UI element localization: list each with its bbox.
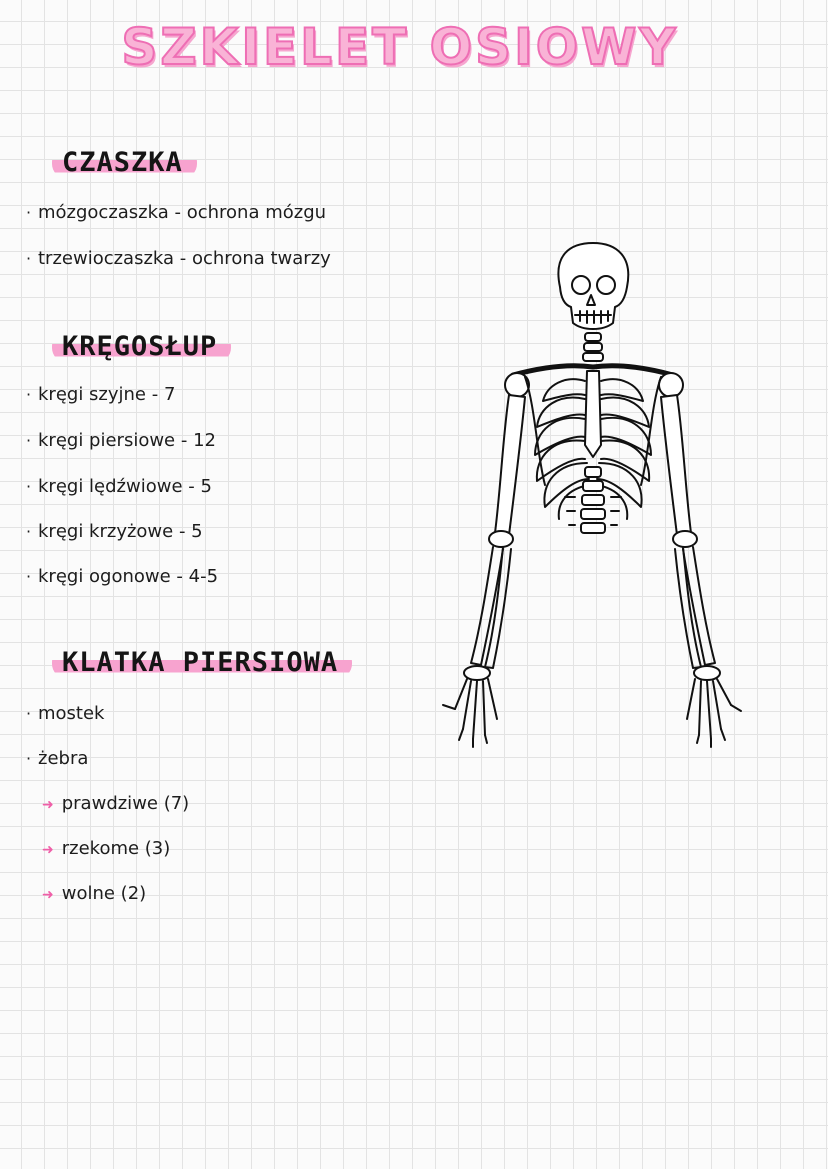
sub-item bbox=[42, 838, 170, 861]
bullet-dot: · bbox=[26, 477, 32, 496]
bullet-dot: · bbox=[26, 567, 32, 586]
list-item bbox=[26, 703, 104, 725]
cervical-spine bbox=[583, 333, 603, 361]
left-arm bbox=[443, 395, 525, 747]
item-text: mostek bbox=[38, 703, 105, 724]
bullet-dot: · bbox=[26, 249, 32, 268]
heading-klatka-piersiowa: KLATKA PIERSIOWA bbox=[52, 648, 352, 678]
list-item bbox=[26, 384, 175, 406]
list-item bbox=[26, 748, 88, 770]
list-item bbox=[26, 521, 203, 543]
skeleton-illustration bbox=[425, 235, 755, 755]
bullet-dot: · bbox=[26, 385, 32, 404]
heading-czaszka: CZASZKA bbox=[52, 148, 197, 178]
item-text: mózgoczaszka - ochrona mózgu bbox=[38, 202, 327, 223]
bullet-dot: · bbox=[26, 522, 32, 541]
sub-item bbox=[42, 793, 189, 816]
bullet-dot: · bbox=[26, 749, 32, 768]
bullet-dot: · bbox=[26, 203, 32, 222]
bullet-dot: · bbox=[26, 704, 32, 723]
sub-item bbox=[42, 883, 146, 906]
pink-arrow-icon: ➜ bbox=[42, 842, 54, 858]
list-item bbox=[26, 202, 326, 224]
heading-kregoslup: KRĘGOSŁUP bbox=[52, 332, 231, 362]
item-text: kręgi lędźwiowe - 5 bbox=[38, 476, 212, 497]
item-text: kręgi ogonowe - 4-5 bbox=[38, 566, 219, 587]
lumbar-spine bbox=[565, 467, 621, 533]
sub-item-text: prawdziwe (7) bbox=[61, 793, 190, 814]
item-text: kręgi piersiowe - 12 bbox=[38, 430, 216, 451]
sub-item-text: wolne (2) bbox=[61, 883, 147, 904]
item-text: kręgi krzyżowe - 5 bbox=[38, 521, 203, 542]
list-item bbox=[26, 248, 331, 270]
item-text: żebra bbox=[38, 748, 89, 769]
sub-item-text: rzekome (3) bbox=[61, 838, 171, 859]
right-arm bbox=[661, 395, 741, 747]
list-item bbox=[26, 430, 216, 452]
item-text: trzewioczaszka - ochrona twarzy bbox=[38, 248, 331, 269]
pink-arrow-icon: ➜ bbox=[42, 887, 54, 903]
list-item bbox=[26, 566, 218, 588]
skull-icon bbox=[558, 243, 628, 329]
pink-arrow-icon: ➜ bbox=[42, 797, 54, 813]
bullet-dot: · bbox=[26, 431, 32, 450]
page-title: SZKIELET OSIOWY bbox=[121, 18, 679, 76]
list-item bbox=[26, 476, 212, 498]
item-text: kręgi szyjne - 7 bbox=[38, 384, 176, 405]
